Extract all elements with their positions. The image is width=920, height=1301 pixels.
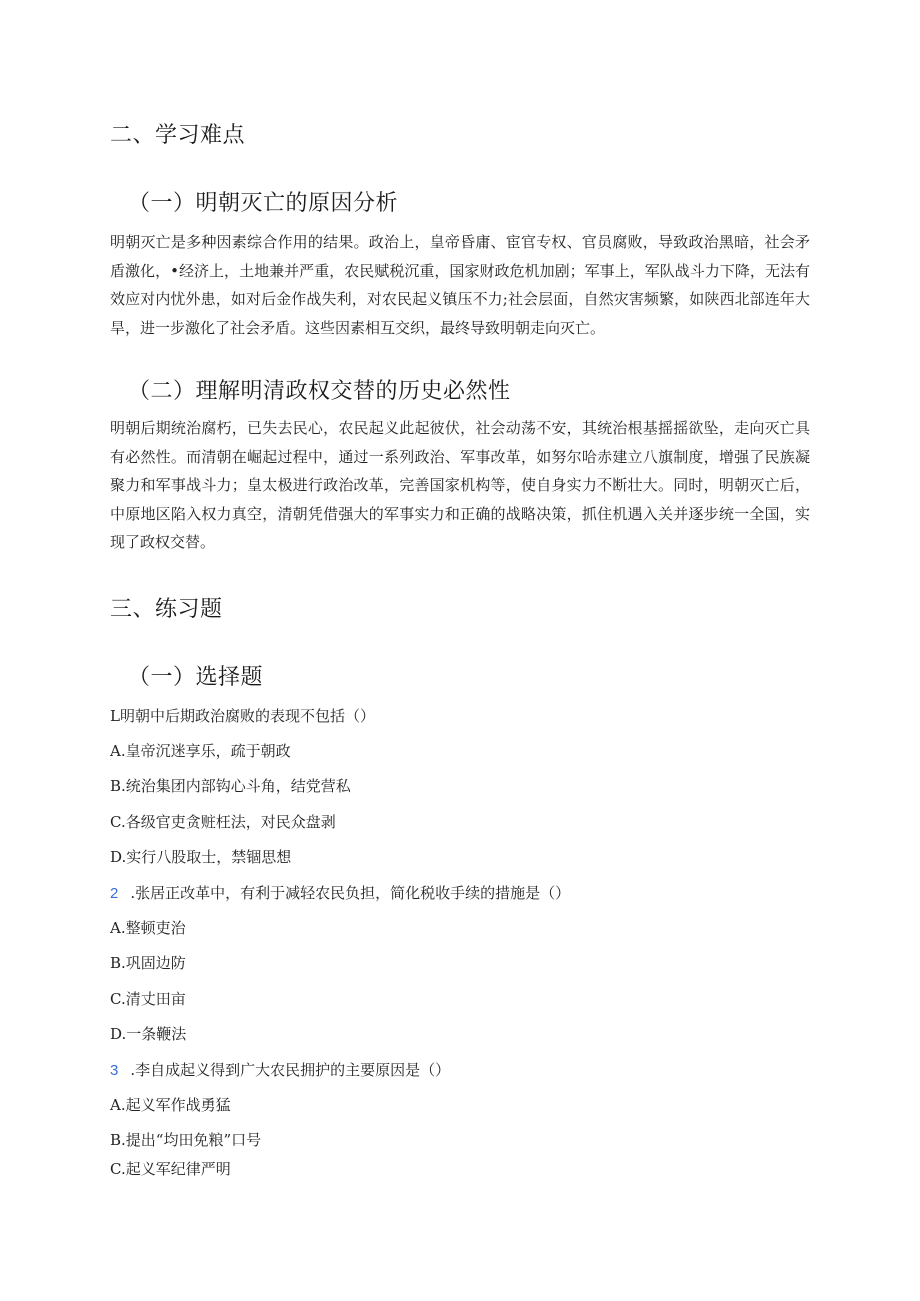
question-2-option-a: A.整顿吏治: [110, 919, 186, 937]
question-1-option-a: A.皇帝沉迷享乐，疏于朝政: [110, 742, 291, 760]
question-3-option-c: C.起义军纪律严明: [110, 1160, 231, 1178]
question-2-text: .张居正改革中，有利于减轻农民负担，简化税收手续的措施是（）: [130, 884, 571, 902]
question-3-option-a: A.起义军作战勇猛: [110, 1096, 231, 1114]
question-2-option-d: D.一条鞭法: [110, 1025, 187, 1043]
section-heading-difficulties: 二、学习难点: [110, 123, 246, 148]
question-3-text: .李自成起义得到广大农民拥护的主要原因是（）: [130, 1061, 451, 1079]
subheading-multiple-choice: （一）选择题: [128, 665, 264, 690]
question-2-option-c: C.清丈田亩: [110, 990, 186, 1008]
question-2-number: 2: [110, 885, 119, 902]
section-heading-exercises: 三、练习题: [110, 597, 223, 622]
question-3-number: 3: [110, 1062, 119, 1079]
question-1-option-d: D.实行八股取士，禁锢思想: [110, 848, 292, 866]
question-1-option-c: C.各级官吏贪赃枉法，对民众盘剥: [110, 813, 336, 831]
question-2-option-b: B.巩固边防: [110, 954, 186, 972]
question-3-option-b: B.提出“均田免粮”口号: [110, 1131, 262, 1149]
paragraph-ming-fall-causes: 明朝灭亡是多种因素综合作用的结果。政治上，皇帝昏庸、宦官专权、官员腐败，导致政治黑暗，社会矛盾激化，•经济上，土地兼并严重，农民赋税沉重，国家财政危机加剧；军事上，军队战斗力下降，无法有效应对内忧外患，如对后金作战失利，对农民起义镇压不力;社会层面，自然灾害频繁，如陕西北部连年大旱，进一步激化了社会矛盾。这些因素相互交织，最终导致明朝走向灭亡。: [110, 233, 810, 337]
question-2-stem: [110, 882, 570, 903]
question-1-stem: L明朝中后期政治腐败的表现不包括（）: [110, 707, 375, 725]
paragraph-ming-qing-transition: 明朝后期统治腐朽，已失去民心，农民起义此起彼伏，社会动荡不安，其统治根基摇摇欲坠，走向灭亡具有必然性。而清朝在崛起过程中，通过一系列政治、军事改革，如努尔哈赤建立八旗制度，增强了民族凝聚力和军事战斗力；皇太极进行政治改革，完善国家机构等，使自身实力不断壮大。同时，明朝灭亡后，中原地区陷入权力真空，清朝凭借强大的军事实力和正确的战略决策，抓住机遇入关并逐步统一全国，实现了政权交替。: [110, 419, 810, 551]
question-3-stem: [110, 1059, 450, 1080]
question-1-option-b: B.统治集团内部钩心斗角，结党营私: [110, 777, 351, 795]
subheading-ming-qing-transition: （二）理解明清政权交替的历史必然性: [128, 379, 511, 404]
subheading-ming-fall-causes: （一）明朝灭亡的原因分析: [128, 191, 399, 216]
